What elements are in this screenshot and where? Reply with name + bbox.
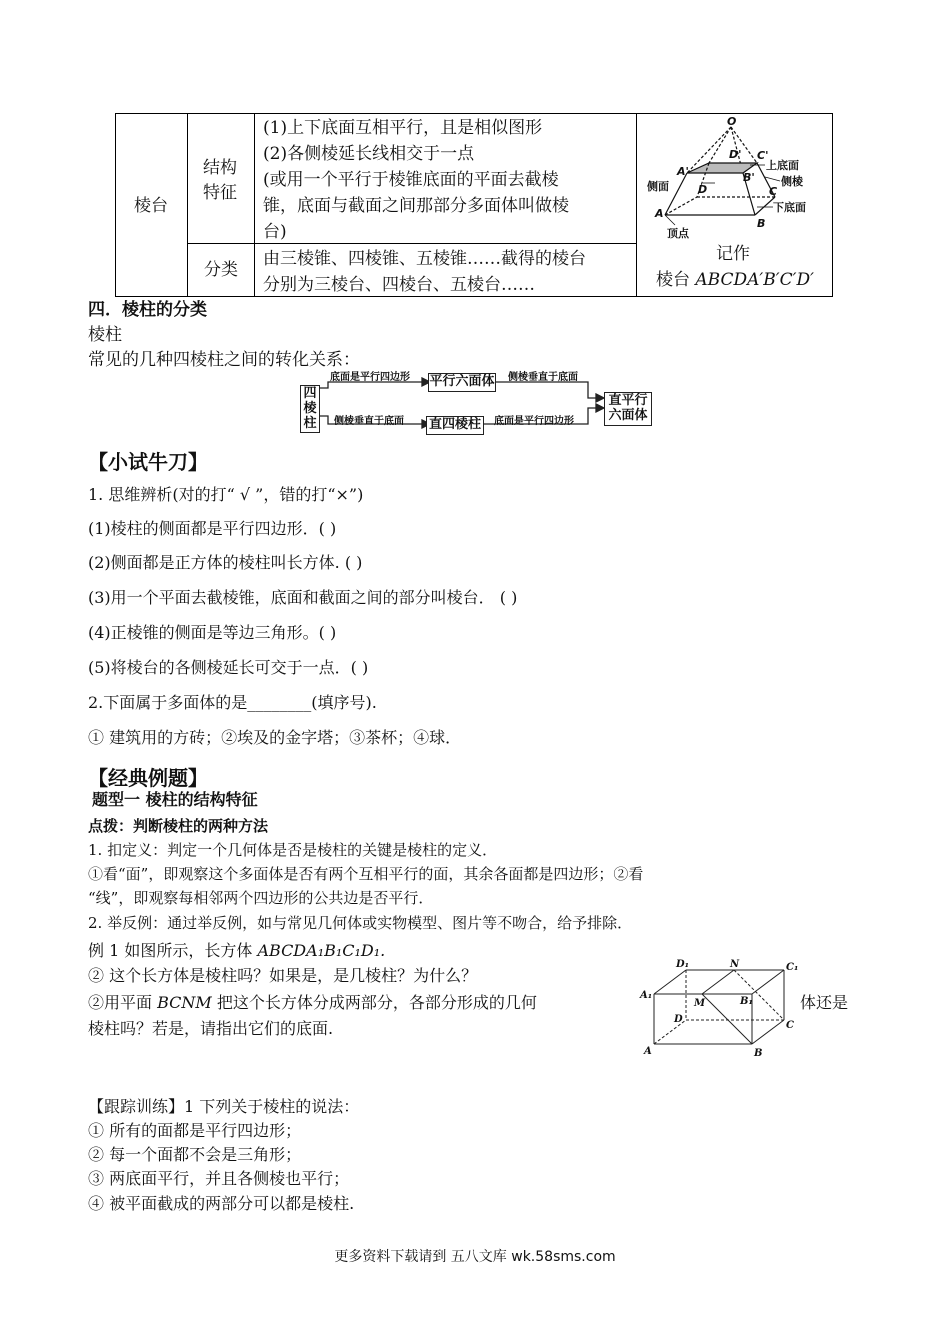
cube-label-B: B xyxy=(754,1048,763,1059)
type1-heading: 题型一 棱柱的结构特征 xyxy=(92,790,258,809)
cube-label-A1: A₁ xyxy=(640,990,653,1001)
example1-q2: ②用平面 BCNM 把这个长方体分成两部分，各部分形成的几何 xyxy=(88,993,537,1012)
tip-line-4: 2. 举反例：通过举反例，如与常见几何体或实物模型、图片等不吻合，给予排除． xyxy=(88,914,633,932)
cube-label-M: M xyxy=(694,998,706,1009)
structure-label-2: 特征 xyxy=(203,183,237,203)
flow-box-parallelepiped: 平行六面体 xyxy=(428,373,496,392)
structure-line-3: (或用一个平行于棱锥底面的平面去截棱 xyxy=(263,170,559,190)
structure-line-2: (2)各侧棱延长线相交于一点 xyxy=(263,144,475,164)
label-B1: B' xyxy=(743,171,755,184)
flow-label-start-bottom: 侧棱垂直于底面 xyxy=(334,416,404,427)
example1-stem: 例 1 如图所示，长方体 ABCDA₁B₁C₁D₁. xyxy=(88,941,386,960)
cube-label-C1: C₁ xyxy=(786,962,799,973)
page-footer[interactable]: 更多资料下载请到 五八文库 wk.58sms.com xyxy=(334,1249,616,1265)
practice-item-3: ③ 两底面平行，并且各侧棱也平行； xyxy=(88,1169,350,1188)
structure-line-4: 锥，底面与截面之间那部分多面体叫做棱 xyxy=(263,196,569,216)
structure-line-1: (1)上下底面互相平行，且是相似图形 xyxy=(263,118,543,138)
trial-item-1: (1)棱柱的侧面都是平行四边形．( ) xyxy=(88,519,337,538)
practice-title: 【跟踪训练】1 下列关于棱柱的说法： xyxy=(88,1097,360,1116)
trial-item-3: (3)用一个平面去截棱锥，底面和截面之间的部分叫棱台． ( ) xyxy=(88,588,518,607)
practice-item-1: ① 所有的面都是平行四边形； xyxy=(88,1121,302,1140)
label-O: O xyxy=(727,115,737,128)
section4-desc: 常见的几种四棱柱之间的转化关系： xyxy=(88,350,360,370)
class-label: 分类 xyxy=(204,260,238,280)
example1-q1: ② 这个长方体是棱柱吗？如果是，是几棱柱？为什么？ xyxy=(88,966,478,985)
frustum-table xyxy=(115,113,833,297)
cube-label-D1: D₁ xyxy=(676,959,690,970)
label-A1: A' xyxy=(677,165,689,178)
label-vertex: 顶点 xyxy=(667,227,689,240)
figure-caption-1: 记作 xyxy=(716,244,750,264)
flow-label-top-end: 侧棱垂直于底面 xyxy=(508,372,578,383)
class-line-2: 分别为三棱台、四棱台、五棱台…… xyxy=(263,275,535,295)
label-A: A xyxy=(655,207,664,220)
structure-line-5: 台) xyxy=(263,222,287,242)
cuboid-figure xyxy=(636,958,804,1062)
cube-label-N: N xyxy=(730,959,740,970)
example1-q2-tail: 体还是 xyxy=(800,993,849,1012)
label-side-edge: 侧棱 xyxy=(781,175,803,188)
label-C: C xyxy=(769,185,778,198)
label-B: B xyxy=(757,217,766,230)
trial-item-2: (2)侧面都是正方体的棱柱叫长方体. ( ) xyxy=(88,553,363,572)
example1-q2-line2: 棱柱吗？若是，请指出它们的底面. xyxy=(88,1019,334,1038)
label-C1: C' xyxy=(757,149,769,162)
trial-q2: 2.下面属于多面体的是________(填序号). xyxy=(88,693,377,712)
cube-label-C: C xyxy=(786,1020,794,1031)
practice-item-4: ④ 被平面截成的两部分可以都是棱柱. xyxy=(88,1194,355,1213)
trial-q1: 1. 思维辨析(对的打“ √ ”，错的打“×”) xyxy=(88,485,364,504)
section4-title: 四．棱柱的分类 xyxy=(88,300,207,320)
label-bottom-face: 下底面 xyxy=(773,201,806,214)
practice-item-2: ② 每一个面都不会是三角形； xyxy=(88,1145,302,1164)
trial-item-5: (5)将棱台的各侧棱延长可交于一点．( ) xyxy=(88,658,369,677)
cube-label-B1: B₁ xyxy=(740,996,753,1007)
examples-title: 【经典例题】 xyxy=(88,766,208,790)
trial-title: 【小试牛刀】 xyxy=(88,450,208,474)
label-top-face: 上底面 xyxy=(766,159,799,172)
trial-item-4: (4)正棱锥的侧面是等边三角形。( ) xyxy=(88,623,337,642)
label-side-face: 侧面 xyxy=(647,180,669,193)
table-row-name: 棱台 xyxy=(134,196,168,216)
tip-heading: 点拨：判断棱柱的两种方法 xyxy=(88,817,269,835)
trial-q2-options: ① 建筑用的方砖；②埃及的金字塔；③茶杯；④球． xyxy=(88,728,462,747)
structure-label-1: 结构 xyxy=(203,158,237,178)
flow-box-right-prism: 直四棱柱 xyxy=(426,416,484,435)
flow-label-start-top: 底面是平行四边形 xyxy=(330,372,410,383)
section4-sub: 棱柱 xyxy=(88,325,122,345)
prism-flow-diagram xyxy=(298,368,654,436)
label-D1: D' xyxy=(729,148,742,161)
frustum-figure xyxy=(645,115,825,243)
flow-label-bottom-end: 底面是平行四边形 xyxy=(494,416,574,427)
tip-line-2: ①看“面”，即观察这个多面体是否有两个互相平行的面，其余各面都是四边形；②看 xyxy=(88,865,644,883)
cube-label-A: A xyxy=(644,1046,652,1057)
figure-caption-2: 棱台 ABCDA′B′C′D′ xyxy=(656,270,814,290)
tip-line-1: 1. 扣定义：判定一个几何体是否是棱柱的关键是棱柱的定义． xyxy=(88,841,498,859)
class-line-1: 由三棱锥、四棱锥、五棱锥……截得的棱台 xyxy=(263,249,586,269)
cube-label-D: D xyxy=(674,1014,683,1025)
tip-line-3: “线”，即观察每相邻两个四边形的公共边是否平行． xyxy=(88,889,434,907)
flow-box-quad-prism: 四 棱 柱 xyxy=(300,385,320,433)
flow-box-right-parallelepiped: 直平行 六面体 xyxy=(604,392,652,426)
label-D: D xyxy=(698,183,708,196)
